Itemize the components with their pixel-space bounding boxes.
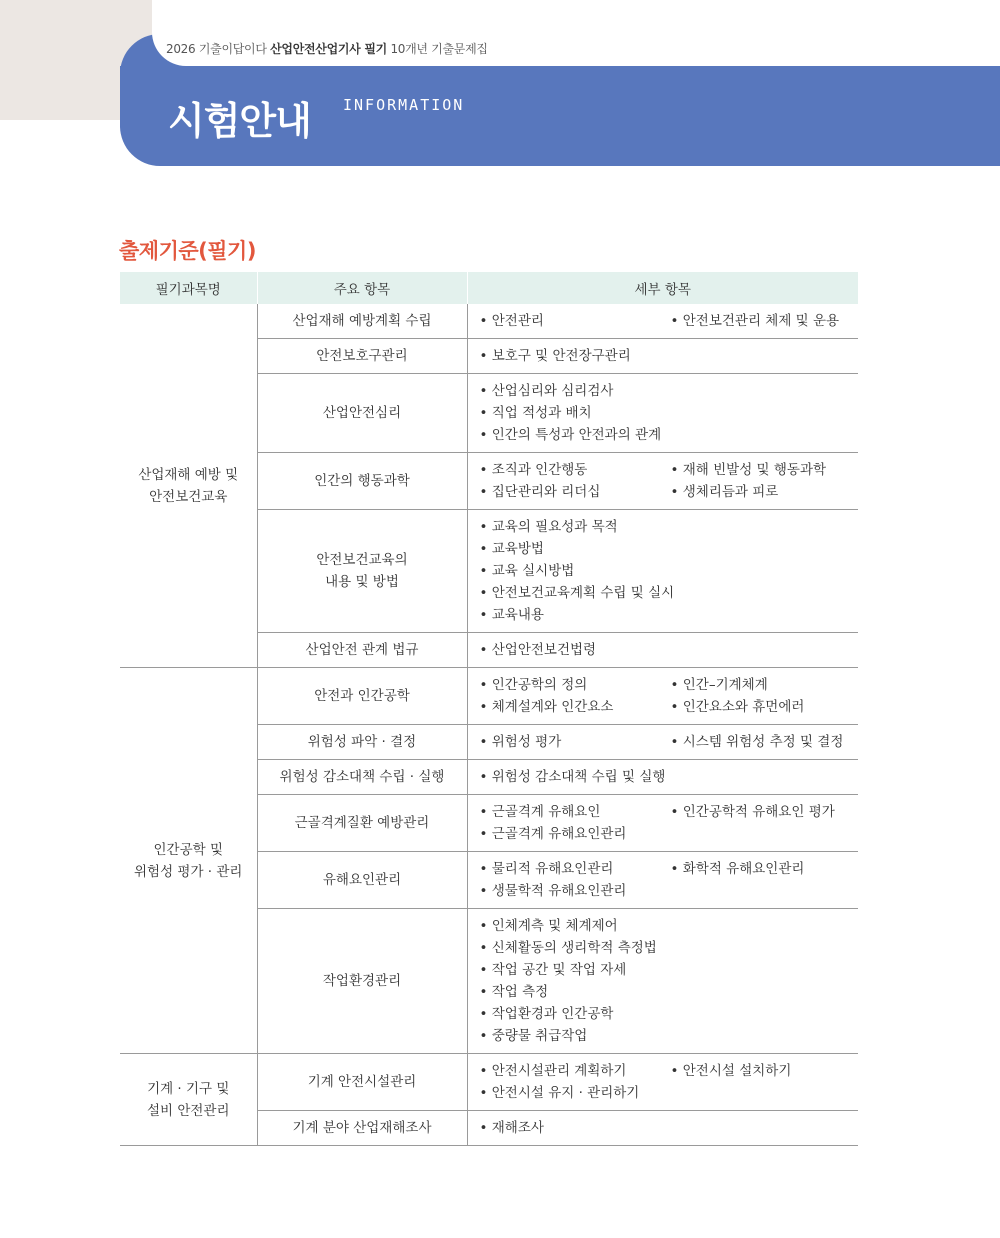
subject-name-line: 인간공학 및 [153, 841, 223, 858]
detail-cell [467, 909, 858, 1054]
detail-cell [467, 339, 858, 374]
detail-item: • 교육방법 [480, 538, 859, 560]
detail-list [480, 459, 859, 503]
main-item-cell [257, 304, 467, 339]
detail-item: • 산업심리와 심리검사 [480, 380, 859, 402]
table-header-row [120, 272, 858, 304]
main-item-cell [257, 633, 467, 668]
subject-name-line: 기계 · 기구 및 [147, 1080, 230, 1097]
detail-item: • 안전관리 [480, 310, 671, 332]
detail-list [480, 1060, 859, 1104]
detail-item: • 인체계측 및 체계제어 [480, 915, 859, 937]
detail-item: • 체계설계와 인간요소 [480, 696, 671, 718]
detail-list [480, 801, 859, 845]
detail-item: • 안전보건교육계획 수립 및 실시 [480, 582, 859, 604]
table-row [120, 1054, 858, 1111]
main-item-cell [257, 1054, 467, 1111]
detail-list [480, 310, 859, 332]
detail-item: • 재해조사 [480, 1117, 859, 1139]
main-item-cell [257, 909, 467, 1054]
detail-item: • 교육내용 [480, 604, 859, 626]
detail-item: • 작업 측정 [480, 981, 859, 1003]
detail-item: • 집단관리와 리더십 [480, 481, 671, 503]
subject-cell [120, 304, 257, 668]
detail-item: • 시스템 위험성 추정 및 결정 [671, 731, 859, 753]
detail-cell [467, 852, 858, 909]
detail-item: • 작업환경과 인간공학 [480, 1003, 859, 1025]
detail-item: • 안전시설 설치하기 [671, 1060, 859, 1082]
detail-item: • 작업 공간 및 작업 자세 [480, 959, 859, 981]
detail-list [480, 731, 859, 753]
detail-item: • 위험성 감소대책 수립 및 실행 [480, 766, 859, 788]
main-item-cell [257, 795, 467, 852]
detail-list [480, 639, 859, 661]
page-title: 시험안내 [168, 99, 311, 143]
section-title: 출제기준(필기) [119, 239, 256, 263]
detail-list [480, 516, 859, 626]
detail-cell [467, 1111, 858, 1146]
main-item-cell [257, 668, 467, 725]
detail-item: • 근골격계 유해요인관리 [480, 823, 671, 845]
detail-list [480, 858, 859, 902]
book-title-suffix: 10개년 기출문제집 [386, 42, 488, 56]
book-title-prefix: 2026 기출이답이다 [166, 42, 271, 56]
subject-name-line: 위험성 평가 · 관리 [134, 863, 243, 880]
detail-cell [467, 760, 858, 795]
detail-item: • 인간공학적 유해요인 평가 [671, 801, 859, 823]
table-row [120, 668, 858, 725]
main-item-line: 근골격계질환 예방관리 [294, 815, 430, 831]
main-item-line: 위험성 파악 · 결정 [307, 734, 417, 750]
detail-cell [467, 510, 858, 633]
main-item-line: 안전보호구관리 [316, 348, 408, 364]
detail-item: • 직업 적성과 배치 [480, 402, 859, 424]
subject-cell [120, 1054, 257, 1146]
detail-item: • 산업안전보건법령 [480, 639, 859, 661]
detail-list [480, 766, 859, 788]
book-title [166, 40, 488, 57]
main-item-line: 인간의 행동과학 [314, 473, 410, 489]
detail-item: • 교육 실시방법 [480, 560, 859, 582]
detail-item: • 인간–기계체계 [671, 674, 859, 696]
detail-item: • 교육의 필요성과 목적 [480, 516, 859, 538]
main-item-line: 유해요인관리 [322, 872, 402, 888]
main-item-cell [257, 852, 467, 909]
detail-cell [467, 633, 858, 668]
detail-item: • 인간의 특성과 안전과의 관계 [480, 424, 859, 446]
detail-cell [467, 374, 858, 453]
main-item-line: 산업재해 예방계획 수립 [292, 313, 432, 329]
main-item-line: 안전과 인간공학 [314, 688, 410, 704]
detail-item: • 근골격계 유해요인 [480, 801, 671, 823]
detail-item: • 보호구 및 안전장구관리 [480, 345, 859, 367]
detail-item: • 재해 빈발성 및 행동과학 [671, 459, 859, 481]
detail-cell [467, 1054, 858, 1111]
main-item-line: 안전보건교육의 [316, 552, 408, 568]
detail-item: • 안전시설 유지 · 관리하기 [480, 1082, 671, 1104]
header-detail-item: 세부 항목 [467, 272, 858, 304]
detail-item: • 안전시설관리 계획하기 [480, 1060, 671, 1082]
subject-name-line: 설비 안전관리 [146, 1102, 230, 1119]
detail-cell [467, 795, 858, 852]
main-item-cell [257, 760, 467, 795]
table-row [120, 304, 858, 339]
detail-item: • 중량물 취급작업 [480, 1025, 859, 1047]
main-item-line: 산업안전심리 [322, 405, 402, 421]
main-item-cell [257, 1111, 467, 1146]
main-item-line: 내용 및 방법 [325, 574, 399, 590]
detail-cell [467, 304, 858, 339]
page-subtitle: INFORMATION [343, 96, 465, 114]
header-main-item: 주요 항목 [257, 272, 467, 304]
detail-item: • 화학적 유해요인관리 [671, 858, 859, 880]
book-title-bold: 산업안전산업기사 필기 [270, 42, 387, 56]
main-item-line: 기계 안전시설관리 [307, 1074, 417, 1090]
subject-cell [120, 668, 257, 1054]
main-item-cell [257, 725, 467, 760]
subject-name-line: 산업재해 예방 및 [138, 466, 239, 483]
main-item-line: 기계 분야 산업재해조사 [292, 1120, 432, 1136]
detail-list [480, 380, 859, 446]
detail-list [480, 915, 859, 1047]
detail-item: • 물리적 유해요인관리 [480, 858, 671, 880]
main-item-cell [257, 453, 467, 510]
main-item-line: 작업환경관리 [322, 973, 402, 989]
detail-item: • 신체활동의 생리학적 측정법 [480, 937, 859, 959]
detail-item: • 조직과 인간행동 [480, 459, 671, 481]
detail-list [480, 345, 859, 367]
detail-item: • 생체리듬과 피로 [671, 481, 859, 503]
detail-cell [467, 453, 858, 510]
detail-item: • 인간요소와 휴먼에러 [671, 696, 859, 718]
detail-item: • 안전보건관리 체제 및 운용 [671, 310, 859, 332]
detail-item: • 생물학적 유해요인관리 [480, 880, 671, 902]
header-subject: 필기과목명 [120, 272, 257, 304]
main-item-cell [257, 510, 467, 633]
detail-list [480, 674, 859, 718]
detail-item: • 인간공학의 정의 [480, 674, 671, 696]
table-body [120, 304, 858, 1146]
syllabus-table [120, 272, 858, 1146]
main-item-line: 산업안전 관계 법규 [305, 642, 419, 658]
main-item-line: 위험성 감소대책 수립 · 실행 [279, 769, 445, 785]
detail-cell [467, 668, 858, 725]
detail-cell [467, 725, 858, 760]
main-item-cell [257, 339, 467, 374]
detail-item: • 위험성 평가 [480, 731, 671, 753]
detail-list [480, 1117, 859, 1139]
subject-name-line: 안전보건교육 [149, 488, 228, 505]
main-item-cell [257, 374, 467, 453]
